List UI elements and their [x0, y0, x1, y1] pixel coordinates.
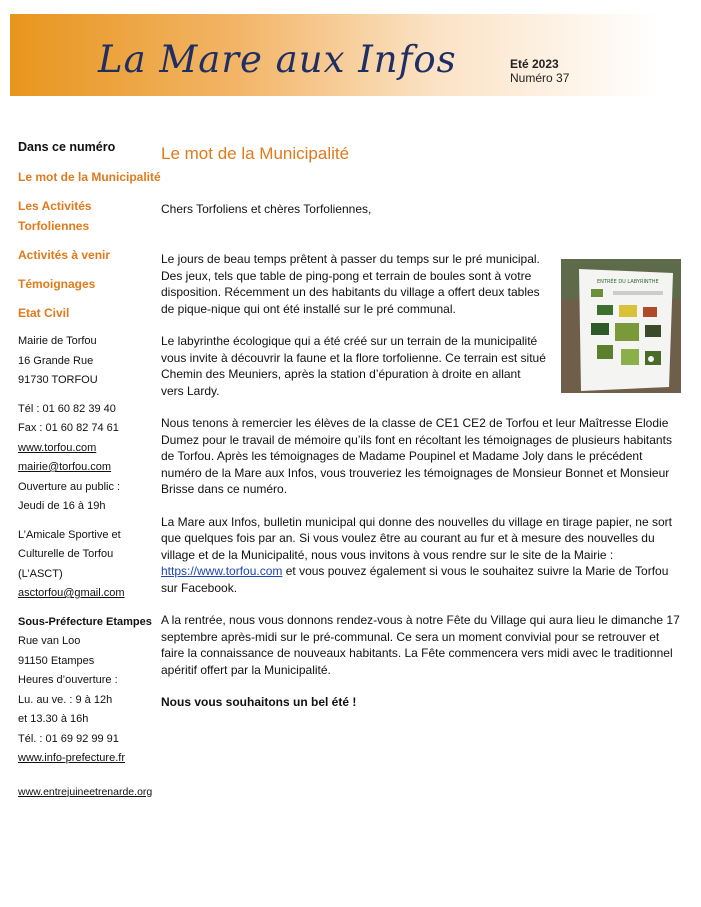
asct-email-link[interactable]: asctorfou@gmail.com	[18, 587, 125, 599]
article-paragraph-5: A la rentrée, nous vous donnons rendez-vous à notre Fête du Village qui aura lieu le dimanche 17 septembre après-midi sur le pré-communal. Ce sera un moment convivial pour se retrouver et faire la connaissance de nouveaux habitants. La Fête commencera vers midi avec le traditionnel apéritif offert par la Municipalité.	[161, 613, 680, 677]
prefecture-hours-2: et 13.30 à 16h	[18, 713, 89, 725]
mairie-email-link[interactable]: mairie@torfou.com	[18, 461, 112, 473]
sidebar-link-etat-civil[interactable]: Etat Civil	[18, 306, 70, 320]
mairie-website-link[interactable]: www.torfou.com	[18, 441, 97, 454]
sidebar-link-activites[interactable]: Les Activités Torfoliennes	[18, 199, 92, 233]
mairie-url-link[interactable]: https://www.torfou.com	[161, 564, 283, 578]
mairie-fax: Fax : 01 60 82 74 61	[18, 422, 119, 434]
labyrinth-photo	[561, 259, 681, 393]
labyrinth-photo-illustration	[561, 259, 681, 393]
article-paragraph-2: Le labyrinthe écologique qui a été créé sur un terrain de la municipalité vous invite à découvrir la faune et la flore torfolienne. Ce terrain est situé Chemin des Meuniers, après la station d’épuration à droite en allant vers Lardy.	[161, 334, 546, 398]
sidebar	[18, 140, 166, 802]
sidebar-heading: Dans ce numéro	[18, 140, 116, 154]
article-closing: Nous vous souhaitons un bel été !	[161, 695, 357, 709]
prefecture-name: Sous-Préfecture Etampes	[18, 615, 152, 628]
prefecture-street: Rue van Loo	[18, 635, 81, 647]
prefecture-tel: Tél. : 01 69 92 99 91	[18, 732, 119, 745]
article-title: Le mot de la Municipalité	[161, 144, 350, 163]
mairie-name: Mairie de Torfou	[18, 335, 97, 347]
article-paragraph-1: Le jours de beau temps prêtent à passer du temps sur le pré municipal. Des jeux, tels que table de ping-pong et terrain de boules sont à votre disposition. Récemment un des habitants du village a offert deux tables de pique-nique qui ont été installé sur le pré communal.	[161, 252, 540, 316]
sidebar-link-temoignages[interactable]: Témoignages	[18, 277, 96, 291]
mairie-hours-label: Ouverture au public :	[18, 480, 121, 493]
mairie-tel: Tél : 01 60 82 39 40	[18, 402, 116, 415]
article-paragraph-4: La Mare aux Infos, bulletin municipal qui donne des nouvelles du village en tirage papier, ne sort que quelques fois par an. Si vous voulez être au courant au fur et à mesure des nouvelles du village et de la Municipalité, nous vous invitons à vous rendre sur le site de la Mairie : https://www.torfou.com et vous pouvez également si vous le souhaitez suivre la Marie de Torfou sur Facebook.	[161, 514, 672, 595]
sidebar-link-activites-a-venir[interactable]: Activités à venir	[18, 248, 111, 262]
issue-info	[510, 57, 569, 85]
asct-line1: L’Amicale Sportive et	[18, 528, 121, 541]
prefecture-website-link[interactable]: www.info-prefecture.fr	[18, 752, 125, 764]
article-paragraph-3: Nous tenons à remercier les élèves de la classe de CE1 CE2 de Torfou et leur Maîtresse Elodie Dumez pour le travail de mémoire qu’ils font en récoltant les témoignages de plusieurs habitants de Torfou. Après les témoignages de Madame Poupinel et Madame Joly dans le précédent numéro de la Mare aux Infos, vous trouveriez les témoignages de Monsieur Bonnet et Monsieur Brisse dans ce numéro.	[161, 416, 672, 496]
mairie-street: 16 Grande Rue	[18, 354, 94, 367]
photo-caption: ENTRÉE DU LABYRINTHE	[597, 279, 659, 285]
mairie-city: 91730 TORFOU	[18, 374, 98, 386]
prefecture-hours-1: Lu. au ve. : 9 à 12h	[18, 693, 113, 706]
masthead-title: La Mare aux Infos	[98, 38, 457, 81]
prefecture-hours-label: Heures d’ouverture :	[18, 674, 118, 686]
article	[161, 146, 681, 727]
mairie-hours: Jeudi de 16 à 19h	[18, 500, 106, 512]
article-greeting: Chers Torfoliens et chères Torfoliennes,	[161, 201, 372, 216]
issue-season: Eté 2023	[510, 57, 559, 71]
prefecture-city: 91150 Etampes	[18, 654, 95, 667]
issue-number: Numéro 37	[510, 71, 570, 85]
footer-website-link[interactable]: www.entrejuineetrenarde.org	[18, 785, 153, 798]
asct-line3: (L’ASCT)	[18, 567, 63, 580]
sidebar-link-mot-municipalite[interactable]: Le mot de la Municipalité	[18, 170, 161, 184]
asct-line2: Culturelle de Torfou	[18, 548, 114, 560]
